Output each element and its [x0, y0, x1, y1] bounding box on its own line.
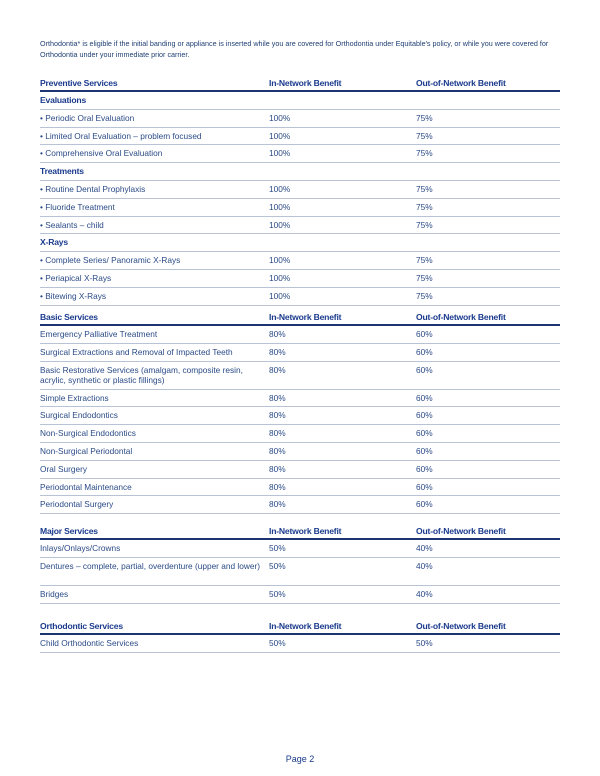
table-row: Periodontal Surgery 80% 60% — [40, 496, 560, 514]
header-out-of-network: Out-of-Network Benefit — [416, 78, 506, 88]
table-row: • Comprehensive Oral Evaluation 100% 75% — [40, 145, 560, 163]
table-header — [40, 78, 560, 92]
table-row: Basic Restorative Services (amalgam, composite resin, acrylic, synthetic or plastic fillings) 80% 60% — [40, 362, 560, 390]
table-row: • Limited Oral Evaluation – problem focused 100% 75% — [40, 128, 560, 146]
table-row: Child Orthodontic Services 50% 50% — [40, 635, 560, 653]
header-out-of-network: Out-of-Network Benefit — [416, 621, 506, 631]
table-header — [40, 621, 560, 635]
basic-services-table — [40, 312, 560, 514]
table-row: Emergency Palliative Treatment 80% 60% — [40, 326, 560, 344]
header-in-network: In-Network Benefit — [269, 78, 342, 88]
header-out-of-network: Out-of-Network Benefit — [416, 526, 506, 536]
header-service: Basic Services — [40, 312, 98, 322]
table-row: • Periapical X-Rays 100% 75% — [40, 270, 560, 288]
preventive-services-table — [40, 78, 560, 306]
major-services-table — [40, 526, 560, 604]
table-row: • Periodic Oral Evaluation 100% 75% — [40, 110, 560, 128]
table-row: Oral Surgery 80% 60% — [40, 461, 560, 479]
table-row: Non-Surgical Endodontics 80% 60% — [40, 425, 560, 443]
header-out-of-network: Out-of-Network Benefit — [416, 312, 506, 322]
orthodontic-services-table — [40, 621, 560, 653]
header-service: Major Services — [40, 526, 98, 536]
table-row: • Sealants – child 100% 75% — [40, 217, 560, 235]
table-row: Bridges 50% 40% — [40, 586, 560, 604]
header-in-network: In-Network Benefit — [269, 526, 342, 536]
group-title: Treatments — [40, 163, 560, 181]
table-row: • Routine Dental Prophylaxis 100% 75% — [40, 181, 560, 199]
table-row: • Complete Series/ Panoramic X-Rays 100% 75% — [40, 252, 560, 270]
table-header — [40, 312, 560, 326]
group-title: Evaluations — [40, 92, 560, 110]
header-service: Preventive Services — [40, 78, 118, 88]
page-number: Page 2 — [285, 754, 315, 764]
table-row: Dentures – complete, partial, overdenture (upper and lower) 50% 40% — [40, 558, 560, 586]
header-in-network: In-Network Benefit — [269, 621, 342, 631]
header-service: Orthodontic Services — [40, 621, 123, 631]
header-in-network: In-Network Benefit — [269, 312, 342, 322]
table-row: Surgical Endodontics 80% 60% — [40, 407, 560, 425]
orthodontia-note: Orthodontia* is eligible if the initial banding or appliance is inserted while you are covered for Orthodontia under Equitable's policy, or while you were covered for Orthodontia under your immediate prior carrier. — [40, 39, 549, 59]
table-row: Surgical Extractions and Removal of Impacted Teeth 80% 60% — [40, 344, 560, 362]
table-row: Inlays/Onlays/Crowns 50% 40% — [40, 540, 560, 558]
table-row: • Bitewing X-Rays 100% 75% — [40, 288, 560, 306]
table-row: Periodontal Maintenance 80% 60% — [40, 479, 560, 497]
table-row: Simple Extractions 80% 60% — [40, 390, 560, 408]
table-row: • Fluoride Treatment 100% 75% — [40, 199, 560, 217]
group-title: X-Rays — [40, 234, 560, 252]
table-header — [40, 526, 560, 540]
table-row: Non-Surgical Periodontal 80% 60% — [40, 443, 560, 461]
